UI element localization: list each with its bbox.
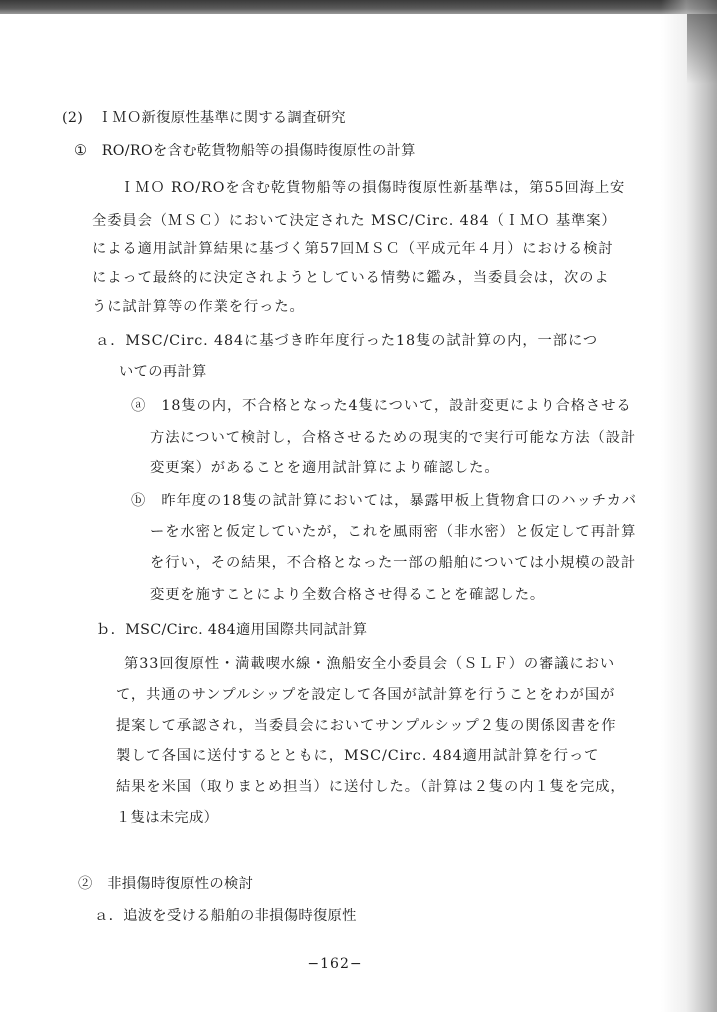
sub-a-line-2: 方法について検討し，合格させるための現実的で実行可能な方法（設計 (150, 430, 637, 446)
sub-b-line-4: 変更を施すことにより全数合格させ得ることを確認した。 (150, 587, 546, 603)
sub-b-line-1: ⓑ 昨年度の18隻の試計算においては，暴露甲板上貨物倉口のハッチカバ (131, 493, 638, 509)
sub-a-line-3: 変更案）があることを適用試計算により確認した。 (150, 460, 500, 476)
page-number: −162− (307, 956, 363, 972)
item-a-line-2: いての再計算 (119, 364, 207, 380)
sub-b-line-2: ーを水密と仮定していたが，これを風雨密（非水密）と仮定して再計算 (150, 524, 637, 540)
item-b-line-5: 結果を米国（取りまとめ担当）に送付した。（計算は２隻の内１隻を完成， (116, 779, 626, 795)
subsection-1-title: ① RO/ROを含む乾貨物船等の損傷時復原性の計算 (74, 143, 416, 159)
intro-line-2: 全委員会（ＭＳＣ）において決定された MSC/Circ. 484（ＩＭＯ 基準案） (92, 213, 617, 229)
sub-a-line-1: ⓐ 18隻の内，不合格となった4隻について，設計変更により合格させる (131, 398, 632, 414)
item-b-line-1: 第33回復原性・満載喫水線・漁船安全小委員会（ＳＬＦ）の審議におい (124, 656, 616, 672)
item-b-line-4: 製して各国に送付するとともに，MSC/Circ. 484適用試計算を行って (116, 748, 600, 764)
section-heading: (2) ＩＭＯ新復原性基準に関する調査研究 (62, 110, 346, 126)
intro-line-5: うに試計算等の作業を行った。 (92, 299, 305, 315)
intro-line-1: ＩＭＯ RO/ROを含む乾貨物船等の損傷時復原性新基準は，第55回海上安 (120, 180, 626, 196)
item-b-line-3: 提案して承認され，当委員会においてサンプルシップ２隻の関係図書を作 (116, 718, 617, 734)
subsection-2-title: ② 非損傷時復原性の検討 (78, 876, 254, 892)
sub-b-line-3: を行い，その結果，不合格となった一部の船舶については小規模の設計 (150, 555, 637, 571)
item-b-line-2: て，共通のサンプルシップを設定して各国が試計算を行うことをわが国が (116, 687, 616, 703)
item-a-line-1: ａ．MSC/Circ. 484に基づき昨年度行った18隻の試計算の内，一部につ (95, 333, 599, 349)
item-b-title: ｂ．MSC/Circ. 484適用国際共同試計算 (96, 622, 368, 638)
subsection-2-item-a: ａ．追波を受ける船舶の非損傷時復原性 (94, 908, 357, 924)
item-b-line-6: １隻は未完成） (116, 810, 219, 826)
intro-line-3: による適用試計算結果に基づく第57回ＭＳＣ（平成元年４月）における検討 (92, 241, 614, 257)
intro-line-4: によって最終的に決定されようとしている情勢に鑑み，当委員会は，次のよ (92, 270, 610, 286)
